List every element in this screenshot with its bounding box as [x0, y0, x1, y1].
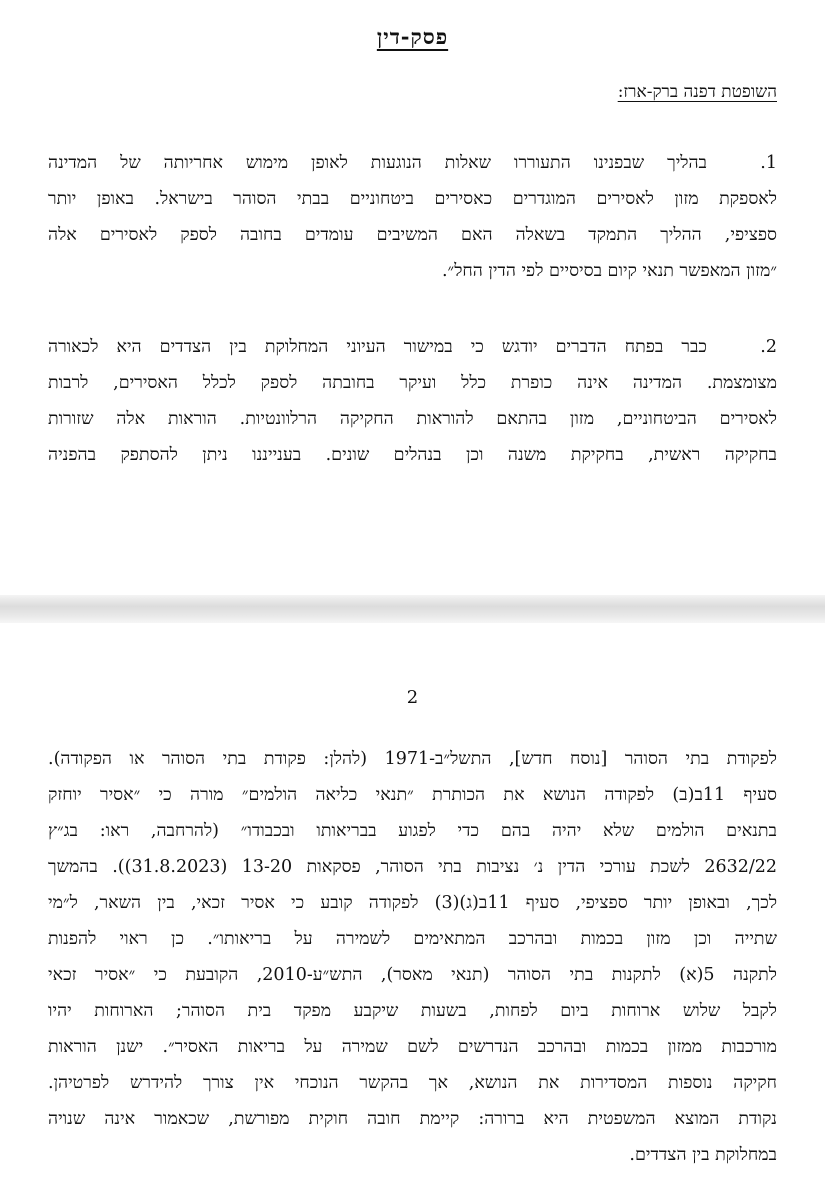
paragraph-2-line-2: מצומצמת. המדינה אינה כופרת כלל ועיקר בחובתה לספק לכלל האסירים, לרבות [48, 373, 777, 393]
document-page-1 [0, 0, 825, 595]
paragraph-2-line-4: בחקיקה ראשית, בחקיקת משנה וכן בנהלים שונים. בענייננו ניתן להסתפק בהפניה [48, 445, 777, 465]
body-line: לכך, ובאופן יותר ספציפי, סעיף 11ב(ג)(3) לפקודה קובע כי אסיר זכאי, בין השאר, ל״מי [48, 893, 777, 913]
body-line: בתנאים הולמים שלא יהיה בהם כדי לפגוע בבריאותו ובכבודו״ (להרחבה, ראו: בג״ץ [48, 821, 777, 841]
paragraph-1-line-4: ״מזון המאפשר תנאי קיום בסיסיים לפי הדין החל״. [441, 261, 777, 281]
body-line: שתייה וכן מזון בכמות ובהרכב המתאימים לשמירה על בריאותו״. כן ראוי להפנות [48, 929, 777, 949]
document-page-2 [0, 623, 825, 1200]
body-line: נקודת המוצא המשפטית היא ברורה: קיימת חובה חוקית מפורשת, שכאמור אינה שנויה [48, 1109, 777, 1129]
page-number: 2 [406, 687, 419, 708]
body-line: במחלוקת בין הצדדים. [629, 1145, 777, 1165]
paragraph-2-line-3: לאסירים הביטחוניים, מזון בהתאם להוראות החקיקה הרלוונטיות. הוראות אלה שזורות [48, 409, 777, 429]
body-line: 2632/22 לשכת עורכי הדין נ׳ נציבות בתי הסוהר, פסקאות 13-20 (31.8.2023)). בהמשך [48, 857, 778, 877]
paragraph-1-line-1: בהליך שבפנינו התעוררו שאלות הנוגעות לאופן מימוש אחריותה של המדינה [48, 153, 707, 173]
body-line: סעיף 11ב(ב) לפקודה הנושא את הכותרת ״תנאי כליאה הולמים״ מורה כי ״אסיר יוחזק [48, 785, 778, 805]
body-line: חקיקה נוספות המסדירות את הנושא, אך בהקשר הנוכחי אין צורך להידרש לפרטיהן. [48, 1073, 777, 1093]
paragraph-1-line-2: לאספקת מזון לאסירים המוגדרים כאסירים ביטחוניים בבתי הסוהר בישראל. באופן יותר [48, 189, 777, 209]
document-title: פסק-דין [376, 24, 449, 49]
body-line: לתקנה 5(א) לתקנות בתי הסוהר (תנאי מאסר), התש״ע-2010, הקובעת כי ״אסיר זכאי [48, 965, 777, 985]
body-line: מורכבות ממזון בכמות ובהרכב הנדרשים לשם שמירה על בריאות האסיר״. ישנן הוראות [48, 1037, 777, 1057]
paragraph-2-line-1: כבר בפתח הדברים יודגש כי במישור העיוני המחלוקת בין הצדדים היא לכאורה [48, 337, 707, 357]
body-line: לקבל שלוש ארוחות ביום לפחות, בשעות שיקבע מפקד בית הסוהר; הארוחות יהיו [48, 1001, 777, 1021]
paragraph-1-number: 1. [760, 153, 777, 173]
page-separator [0, 595, 825, 623]
paragraph-2-number: 2. [760, 337, 777, 357]
judge-heading: השופטת דפנה ברק-ארז: [617, 82, 777, 102]
body-line: לפקודת בתי הסוהר [נוסח חדש], התשל״ב-1971 (להלן: פקודת בתי הסוהר או הפקודה). [48, 749, 777, 769]
paragraph-1-line-3: ספציפי, ההליך התמקד בשאלה האם המשיבים עומדים בחובה לספק לאסירים אלה [48, 225, 777, 245]
